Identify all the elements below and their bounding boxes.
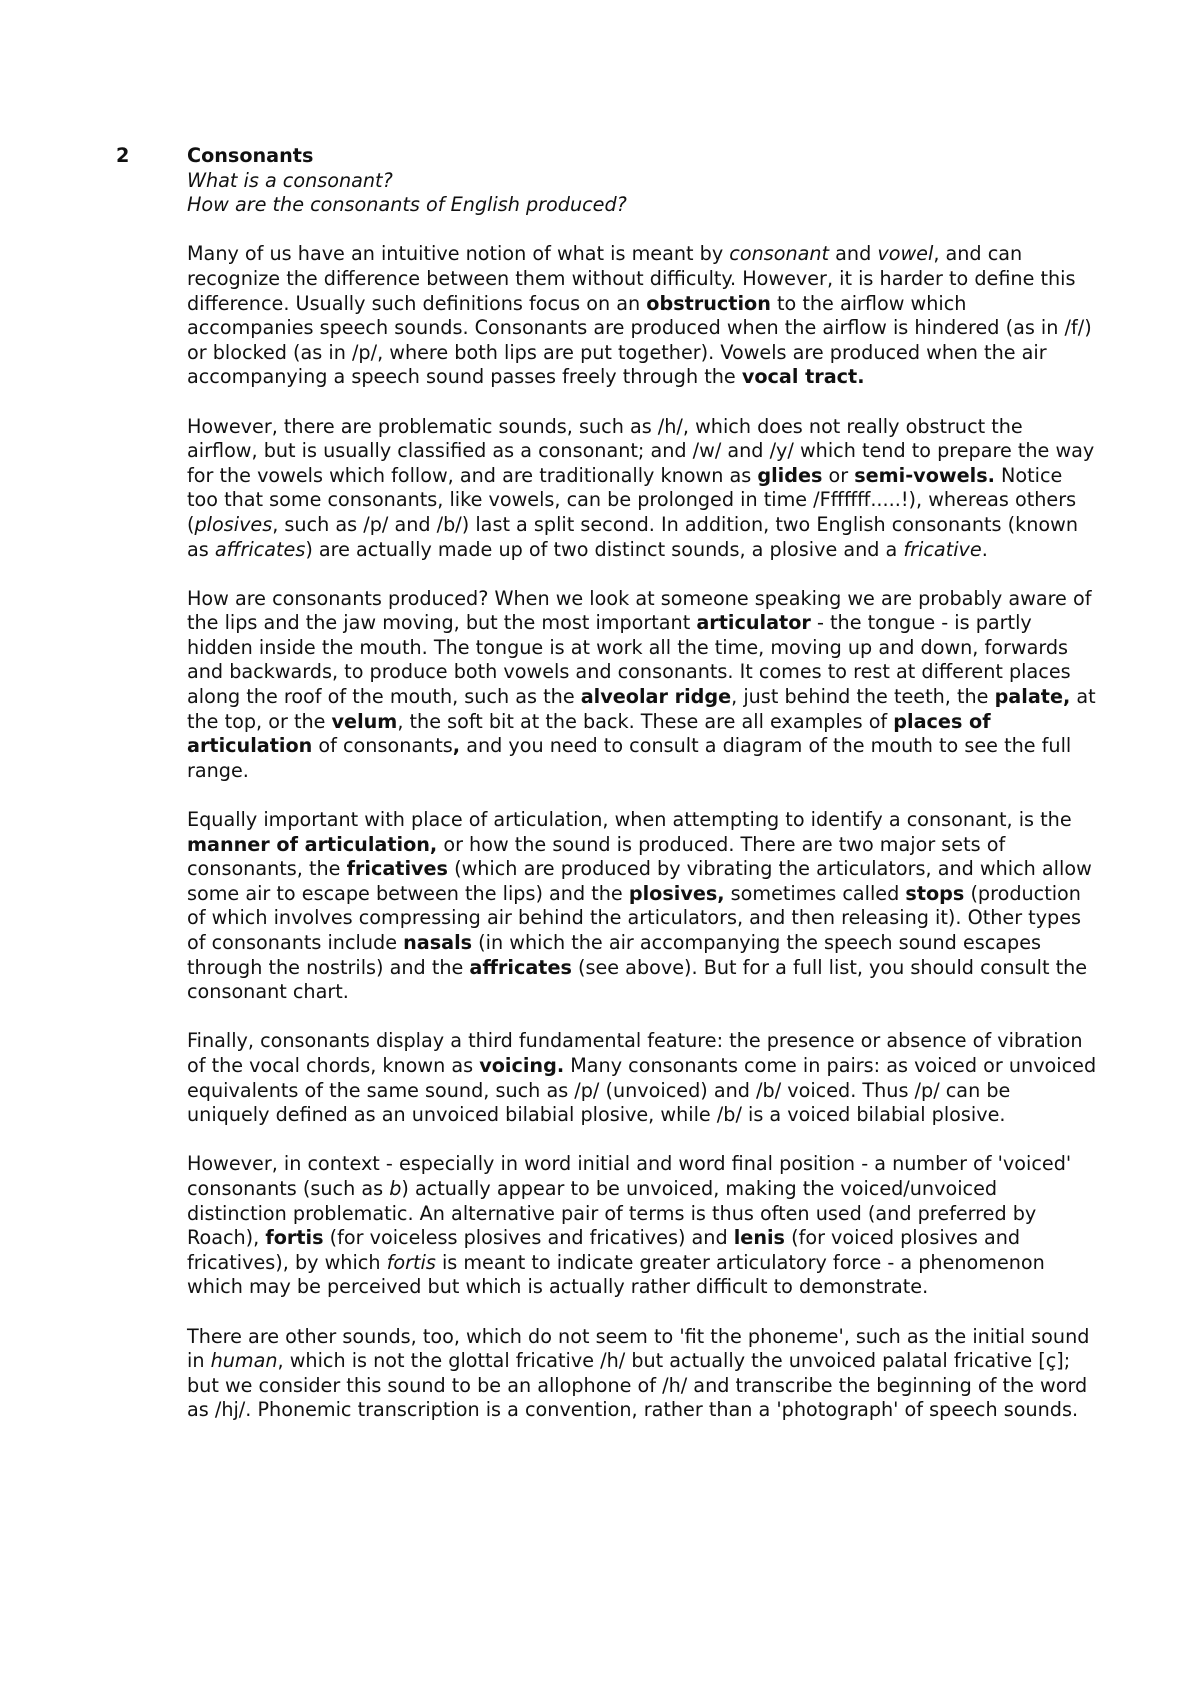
text-run: ) actually appear to be unvoiced, making the voiced/unvoiced distinction problematic. An alternative pair of terms is thus often used (and preferred by Roach), (187, 1176, 1037, 1250)
bold-term: vocal tract. (741, 365, 865, 389)
bold-term: plosives, (628, 881, 725, 905)
bold-term: manner of articulation, (187, 832, 438, 856)
text-run: - the tongue - is partly hidden inside the mouth. The tongue is at work all the time, moving up and down, forwards and backwards, to produce both vowels and consonants. It comes to rest at different places along the roof of the mouth, such as the (187, 611, 1071, 709)
text-run: is meant to indicate greater articulatory force - a phenomenon which may be perceived but which is actually rather difficult to demonstrate. (187, 1250, 1045, 1299)
text-run: Equally important with place of articulation, when attempting to identify a consonant, is the (187, 808, 1072, 832)
bold-term: voicing. (479, 1053, 565, 1077)
paragraph (187, 1029, 1097, 1127)
text-run: sometimes called (724, 881, 906, 905)
section-number: 2 (116, 144, 130, 167)
text-run: of consonants (312, 734, 453, 758)
text-run: or how the sound is produced. There are two major sets of consonants, the (187, 832, 1006, 881)
italic-term: consonant (729, 242, 830, 266)
text-run: (production of which involves compressing air behind the articulators, and then releasing it). Other types of consonants include (187, 881, 1082, 954)
text-run: There are other sounds, too, which do not seem to 'fit the phoneme', such as the initial sound in (187, 1324, 1090, 1373)
text-run: , and can recognize the difference between them without difficulty. However, it is harder to define this difference. Usually such definitions focus on an (187, 242, 1076, 315)
bold-term: obstruction (646, 291, 771, 315)
bold-term: alveolar ridge (580, 685, 732, 709)
paragraph (187, 808, 1097, 1005)
bold-term: fortis (265, 1226, 324, 1250)
italic-term: vowel (877, 242, 934, 266)
text-run: (which are produced by vibrating the articulators, and which allow some air to escape between the lips) and the (187, 857, 1092, 905)
italic-term: affricates (214, 537, 306, 561)
section-title: Consonants (187, 144, 314, 167)
paragraph (187, 242, 1097, 390)
text-run: and you need to consult a diagram of the mouth to see the full range. (187, 734, 1072, 782)
text-run: or (822, 463, 855, 487)
bold-term: velum (331, 709, 398, 733)
bold-term: places of articulation (187, 709, 991, 758)
bold-term: fricatives (346, 857, 448, 881)
text-run: . (981, 537, 988, 561)
text-run: , the soft bit at the back. These are all examples of (397, 709, 894, 733)
bold-term: affricates (469, 955, 572, 979)
text-run: However, there are problematic sounds, such as /h/, which does not really obstruct the airflow, but is usually classified as a consonant; and /w/ and /y/ which tend to prepare the way for the vowels which follow, and are traditionally known as (187, 414, 1095, 487)
text-run: Many of us have an intuitive notion of what is meant by (187, 242, 730, 266)
italic-term: b (389, 1176, 402, 1200)
text-run: (for voiceless plosives and fricatives) and (323, 1226, 734, 1250)
bold-term: articulator (696, 611, 811, 635)
bold-term: , (452, 734, 461, 758)
text-run: , such as /p/ and /b/) last a split second. In addition, two English consonants (known as (187, 512, 1078, 561)
text-run: , just behind the teeth, the (731, 685, 995, 709)
paragraph (187, 587, 1097, 784)
body-text (187, 242, 1097, 1423)
bold-term: nasals (403, 931, 473, 954)
text-run: (for voiced plosives and fricatives), by which (187, 1226, 1021, 1274)
text-run: Many consonants come in pairs: as voiced or unvoiced equivalents of the same sound, such as /p/ (unvoiced) and /b/ voiced. Thus /p/ can be uniquely defined as an unvoiced bilabial plosive, while /b/ is a voiced bilabial plosive. (187, 1053, 1097, 1127)
text-run: to the airflow which accompanies speech sounds. Consonants are produced when the airflow is hindered (as in /f/) or blocked (as in /p/, where both lips are put together). Vowels are produced when the air accompanying a speech sound passes freely through the (187, 291, 1092, 389)
bold-term: lenis (733, 1226, 785, 1250)
text-run: (see above). But for a full list, you should consult the consonant chart. (187, 955, 1088, 1004)
text-run: and (829, 242, 878, 266)
bold-term: glides (757, 463, 823, 487)
section-question: How are the consonants of English produced? (187, 193, 627, 217)
bold-term: semi-vowels. (854, 463, 995, 487)
bold-term: stops (905, 881, 965, 905)
paragraph (187, 1325, 1097, 1423)
italic-term: fricative (903, 537, 982, 561)
text-run: (in which the air accompanying the speech sound escapes through the nostrils) and the (187, 931, 1042, 979)
text-run: Notice too that some consonants, like vowels, can be prolonged in time /Fffffff.....!), whereas others ( (187, 463, 1077, 536)
italic-term: fortis (386, 1250, 436, 1274)
text-run: Finally, consonants display a third fundamental feature: the presence or absence of vibration of the vocal chords, known as (187, 1029, 1083, 1077)
text-run: at the top, or the (187, 685, 1096, 733)
text-run: , which is not the glottal fricative /h/ but actually the unvoiced palatal fricative [ç]; but we consider this sound to be an allophone of /h/ and transcribe the beginning of the word as /hj/. Phonemic transcription is a convention, rather than a 'photograph' of speech sounds. (187, 1349, 1088, 1422)
text-run: However, in context - especially in word initial and word final position - a number of 'voiced' consonants (such as (187, 1152, 1072, 1200)
text-run: How are consonants produced? When we look at someone speaking we are probably aware of the lips and the jaw moving, but the most important (187, 586, 1092, 635)
section-question: What is a consonant? (187, 168, 393, 192)
italic-term: plosives (194, 512, 273, 536)
bold-term: palate, (994, 685, 1071, 709)
text-run: ) are actually made up of two distinct sounds, a plosive and a (305, 537, 904, 561)
section-content (187, 144, 1097, 1447)
italic-term: human (210, 1349, 278, 1373)
paragraph (187, 415, 1097, 563)
paragraph (187, 1152, 1097, 1300)
